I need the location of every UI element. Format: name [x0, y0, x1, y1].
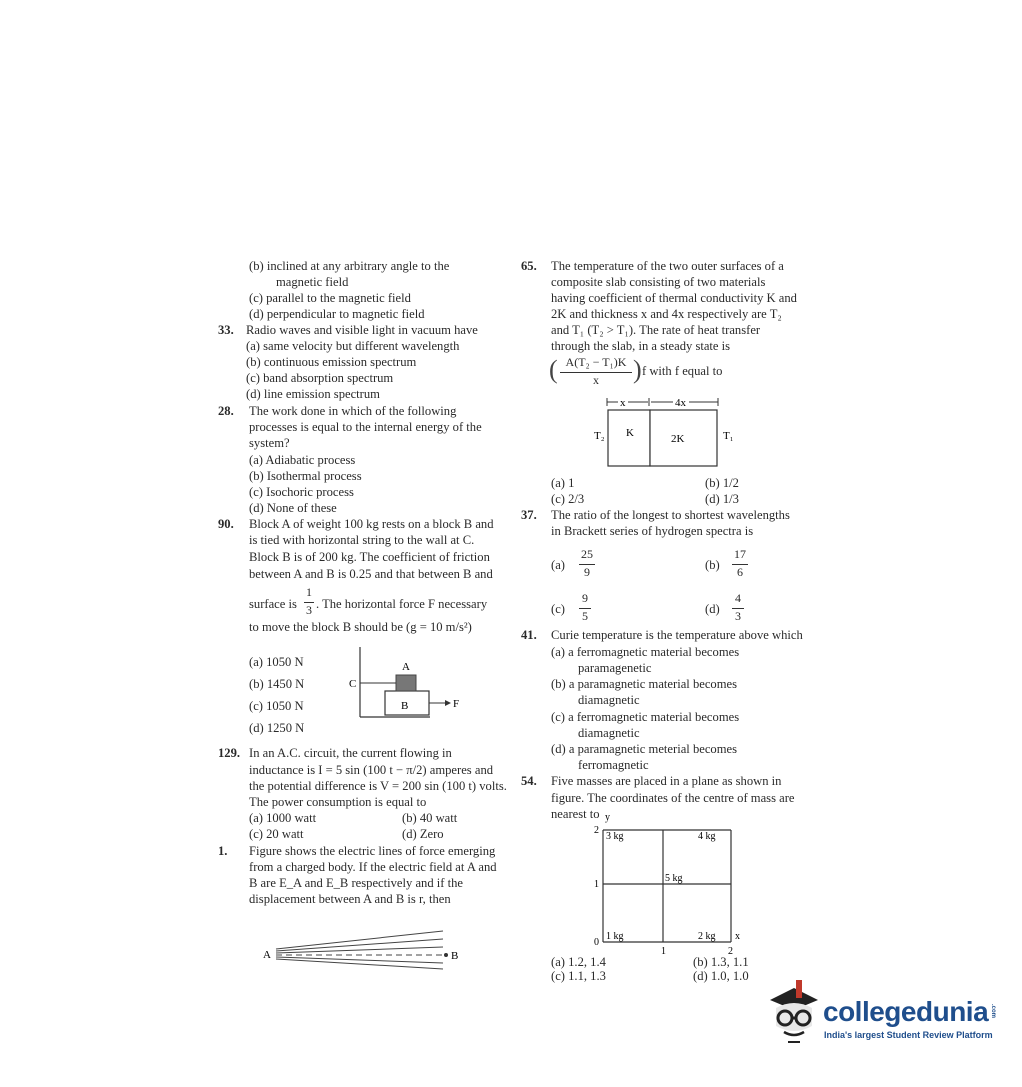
question-line-end: . The horizontal force F necessary: [316, 597, 488, 611]
question-line: The power consumption is equal to: [249, 795, 427, 809]
option-c-label: (c): [551, 602, 565, 616]
question-line: figure. The coordinates of the centre of mass are: [551, 791, 795, 805]
question-line: between A and B is 0.25 and that between B and: [249, 567, 493, 581]
mass-4kg: 4 kg: [698, 831, 716, 842]
label-f: F: [453, 698, 460, 710]
question-line: processes is equal to the internal energy of the: [249, 420, 482, 434]
question-number: 65.: [521, 259, 537, 273]
question-line: Figure shows the electric lines of force emerging: [249, 844, 496, 858]
paren-left: (: [549, 355, 558, 384]
option-c-denominator: 5: [582, 609, 588, 623]
option-d: (d) line emission spectrum: [246, 387, 380, 401]
option-d: (d) 1250 N: [249, 721, 305, 735]
label-t2: T₂: [594, 430, 605, 442]
option-a-line1: (a) a ferromagnetic material becomes: [551, 645, 740, 659]
option-a: (a) 1: [551, 476, 575, 490]
option-b: (b) 1/2: [705, 476, 739, 490]
option-c: (c) 20 watt: [249, 827, 304, 841]
question-line: Curie temperature is the temperature above which: [551, 628, 803, 642]
question-line: system?: [249, 436, 290, 450]
question-number: 1.: [218, 844, 228, 858]
question-line: to move the block B should be (g = 10 m/s²): [249, 620, 472, 634]
question-line: Block A of weight 100 kg rests on a block B and: [249, 517, 494, 531]
option-d-denominator: 3: [735, 609, 741, 623]
mascot-icon: [762, 978, 824, 1050]
question-line: The ratio of the longest to shortest wavelengths: [551, 508, 790, 522]
point-b: [444, 953, 448, 957]
question-line: Block B is of 200 kg. The coefficient of friction: [249, 550, 490, 564]
question-line: is tied with horizontal string to the wall at C.: [249, 533, 475, 547]
option-b-line2: magnetic field: [276, 275, 349, 289]
block-a: [396, 675, 416, 691]
question-line: having coefficient of thermal conductivity K and: [551, 291, 797, 305]
option-a-numerator: 25: [581, 547, 593, 561]
option-a: (a) same velocity but different wavelength: [246, 339, 460, 353]
label-b: B: [451, 950, 459, 962]
formula-tail: f with f equal to: [642, 364, 723, 378]
mass-grid-figure: [585, 812, 750, 960]
option-b-line1: (b) a paramagnetic material becomes: [551, 677, 738, 691]
question-line: composite slab consisting of two materials: [551, 275, 766, 289]
option-a-line2: paramagenetic: [578, 661, 652, 675]
question-line: in Brackett series of hydrogen spectra is: [551, 524, 754, 538]
fraction-denominator: 3: [306, 603, 312, 617]
question-number: 33.: [218, 323, 234, 337]
option-a-label: (a): [551, 558, 565, 572]
paren-right: ): [633, 355, 642, 384]
cap-tassel: [796, 980, 802, 998]
option-b-line1: (b) inclined at any arbitrary angle to the: [249, 259, 450, 273]
option-c-numerator: 9: [582, 591, 588, 605]
logo-suffix: .com: [990, 1004, 996, 1019]
option-c-line1: (c) a ferromagnetic material becomes: [551, 710, 740, 724]
tick-x-1: 1: [661, 946, 666, 957]
option-d-line2: ferromagnetic: [578, 758, 649, 772]
option-a: (a) Adiabatic process: [249, 453, 356, 467]
question-line: inductance is I = 5 sin (100 t − π/2) amperes and: [249, 763, 494, 777]
arrow-head: [445, 700, 451, 706]
mass-3kg: 3 kg: [606, 831, 624, 842]
label-b: B: [401, 700, 409, 712]
option-d: (d) 1/3: [705, 492, 739, 506]
question-line: Five masses are placed in a plane as shown in: [551, 774, 782, 788]
question-number: 37.: [521, 508, 537, 522]
slab-figure: [590, 394, 750, 470]
option-d-numerator: 4: [735, 591, 741, 605]
option-d: (d) Zero: [402, 827, 444, 841]
option-b: (b) 40 watt: [402, 811, 458, 825]
field-line: [276, 931, 443, 949]
label-a: A: [402, 661, 410, 673]
option-b-label: (b): [705, 558, 720, 572]
question-line: 2K and thickness x and 4x respectively are T₂: [551, 307, 782, 321]
question-line: through the slab, in a steady state is: [551, 339, 731, 353]
label-a: A: [263, 949, 271, 961]
option-a-denominator: 9: [584, 565, 590, 579]
option-c: (c) 2/3: [551, 492, 585, 506]
question-number: 90.: [218, 517, 234, 531]
option-b: (b) 1.3, 1.1: [693, 955, 749, 969]
mass-5kg: 5 kg: [665, 873, 683, 884]
question-number: 28.: [218, 404, 234, 418]
question-line: In an A.C. circuit, the current flowing in: [249, 746, 452, 760]
tick-y-2: 2: [594, 825, 599, 836]
question-text: Radio waves and visible light in vacuum have: [246, 323, 478, 337]
formula-denominator: x: [593, 373, 599, 387]
axis-y-label: y: [605, 812, 610, 823]
question-line: and T₁ (T₂ > T₁). The rate of heat transfer: [551, 323, 761, 337]
question-number: 54.: [521, 774, 537, 788]
mass-1kg: 1 kg: [606, 931, 624, 942]
logo-tagline: India's largest Student Review Platform: [824, 1030, 993, 1040]
option-a: (a) 1.2, 1.4: [551, 955, 606, 969]
field-line: [276, 939, 443, 951]
option-b: (b) 1450 N: [249, 677, 305, 691]
option-c: (c) band absorption spectrum: [246, 371, 394, 385]
formula-numerator: A(T₂ − T₁)K: [565, 355, 627, 369]
option-d: (d) perpendicular to magnetic field: [249, 307, 425, 321]
label-x: x: [620, 397, 626, 409]
label-4x: 4x: [675, 397, 686, 409]
question-line: The work done in which of the following: [249, 404, 457, 418]
question-line: from a charged body. If the electric field at A and: [249, 860, 497, 874]
fraction-numerator: 1: [306, 585, 312, 599]
option-d-line1: (d) a paramagnetic meterial becomes: [551, 742, 738, 756]
field-lines-figure: [258, 925, 468, 970]
option-c: (c) parallel to the magnetic field: [249, 291, 411, 305]
label-k: K: [626, 427, 634, 439]
question-number: 129.: [218, 746, 241, 760]
option-a: (a) 1050 N: [249, 655, 304, 669]
question-number: 41.: [521, 628, 537, 642]
smile: [784, 1032, 804, 1035]
label-t1: T₁: [723, 430, 734, 442]
option-b: (b) continuous emission spectrum: [246, 355, 417, 369]
option-d: (d) None of these: [249, 501, 337, 515]
mass-2kg: 2 kg: [698, 931, 716, 942]
blocks-figure: [345, 645, 475, 725]
question-line-start: surface is: [249, 597, 297, 611]
logo-name: collegedunia: [823, 996, 989, 1027]
option-a: (a) 1000 watt: [249, 811, 317, 825]
tick-y-1: 1: [594, 879, 599, 890]
option-c: (c) 1.1, 1.3: [551, 969, 606, 983]
label-c: C: [349, 678, 357, 690]
axis-x-label: x: [735, 931, 740, 942]
option-b: (b) Isothermal process: [249, 469, 362, 483]
option-b-denominator: 6: [737, 565, 743, 579]
option-b-line2: diamagnetic: [578, 693, 640, 707]
label-2k: 2K: [671, 433, 685, 445]
option-c-line2: diamagnetic: [578, 726, 640, 740]
option-b-numerator: 17: [734, 547, 746, 561]
option-c: (c) Isochoric process: [249, 485, 354, 499]
option-d: (d) 1.0, 1.0: [693, 969, 749, 983]
question-line: B are E_A and E_B respectively and if the: [249, 876, 464, 890]
tick-x-2: 2: [728, 946, 733, 957]
question-line: the potential difference is V = 200 sin (100 t) volts.: [249, 779, 507, 793]
option-d-label: (d): [705, 602, 720, 616]
question-line: displacement between A and B is r, then: [249, 892, 451, 906]
field-line: [276, 947, 443, 953]
question-line: The temperature of the two outer surfaces of a: [551, 259, 784, 273]
option-c: (c) 1050 N: [249, 699, 304, 713]
tick-origin: 0: [594, 937, 599, 948]
question-line: nearest to: [551, 807, 600, 821]
